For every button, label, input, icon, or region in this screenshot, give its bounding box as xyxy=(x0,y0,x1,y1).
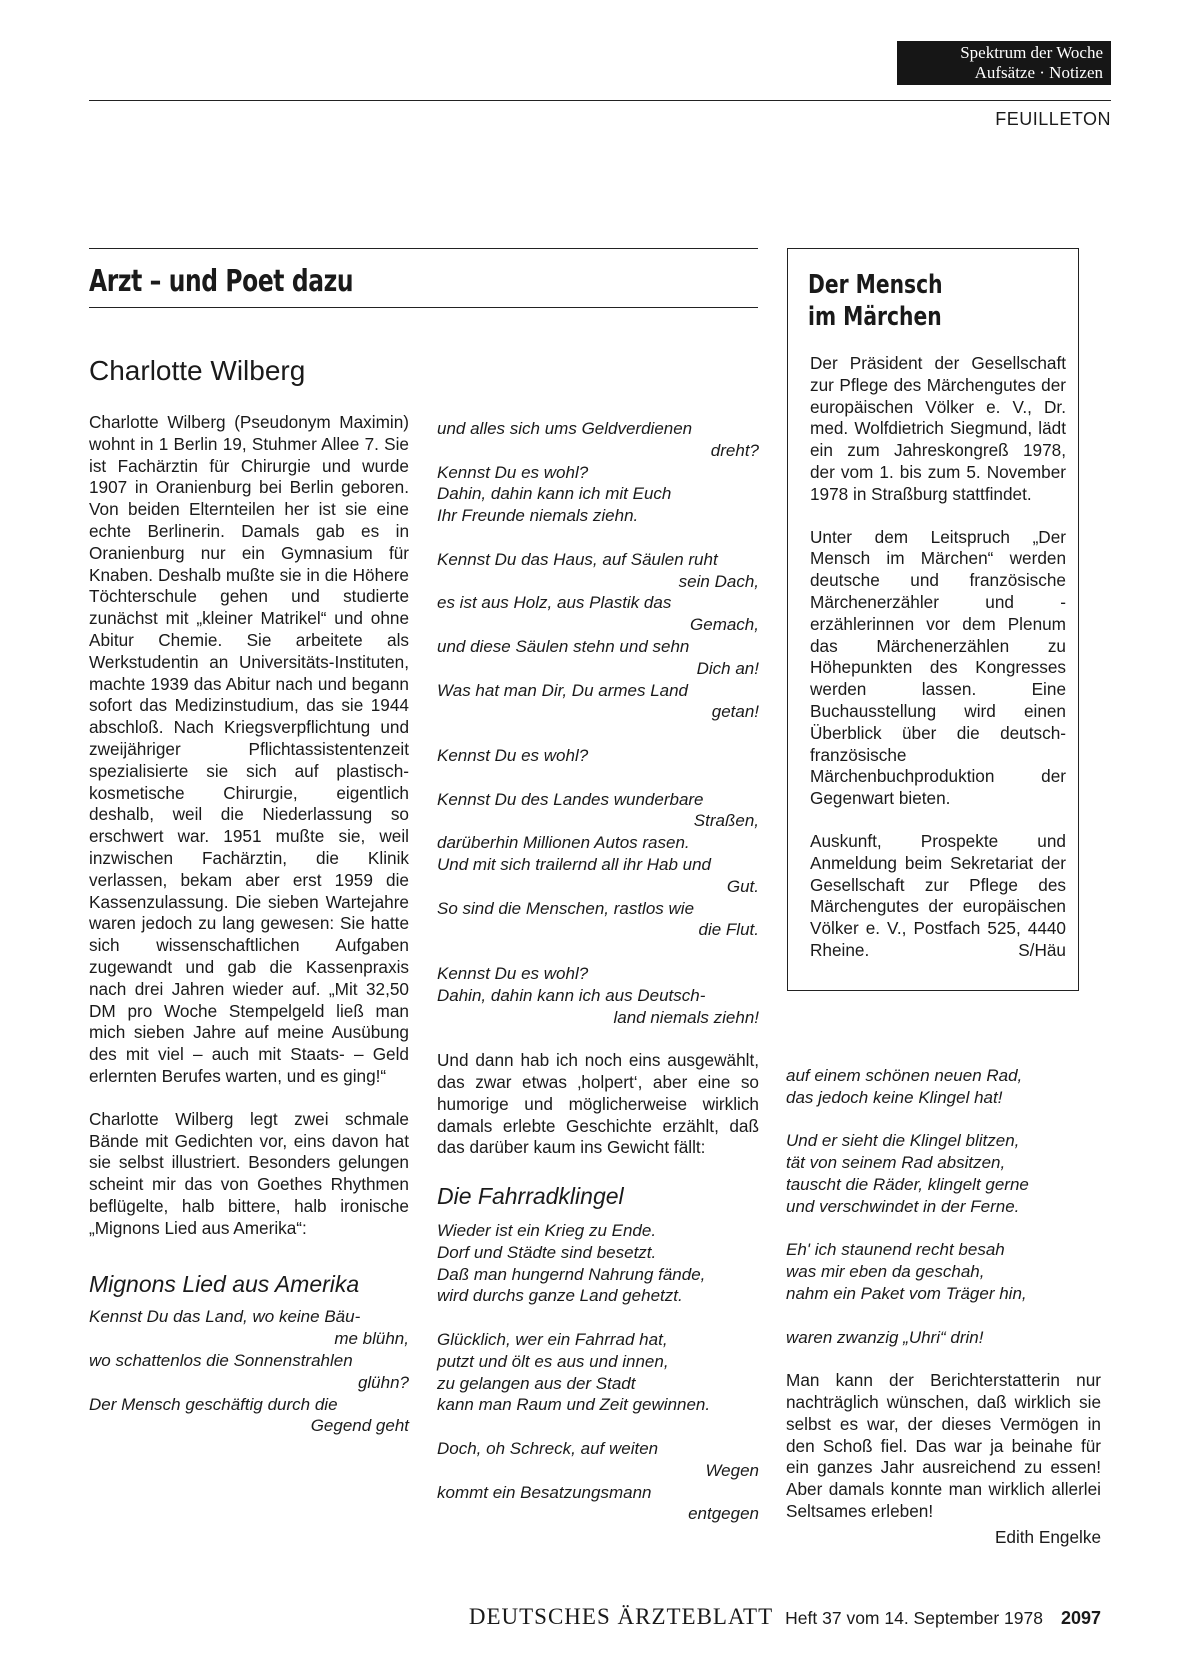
column-1 xyxy=(89,412,409,1437)
sidebox-title xyxy=(808,269,943,333)
poem-line: tät von seinem Rad absitzen, xyxy=(786,1153,1006,1173)
body-paragraph: Charlotte Wilberg (Pseudonym Maximin) wohnt in 1 Berlin 19, Stuhmer Allee 7. Sie ist Fachärztin für Chirurgie und wurde 1907 in Oranienburg bei Berlin geboren. Von beiden Elternteilen her ist sie eine echte Berlinerin. Damals gab es in Oranienburg nur ein Gymnasium für Knaben. Deshalb mußte sie in die Höhere Töchterschule gehen und studierte zunächst mit „kleiner Matrikel“ und ohne Abitur Chemie. Sie arbeitete als Werkstudentin an Universitäts-Instituten, machte 1939 das Abitur nach und begann sofort das Medizinstudium, das sie 1944 abschloß. Nach Kriegsverpflichtung und zweijähriger Pflichtassistentenzeit spezialisierte sie sich auf plastisch-kosmetische Chirurgie, eigentlich deshalb, weil die Niederlassung so erschwert war. 1951 mußte sie, weil inzwischen Fachärztin, die Klinik verlassen, bekam aber erst 1959 die Kassenzulassung. Die sieben Wartejahre waren jedoch zu lang gewesen: Sie hatte sich wissenschaftlichen Aufgaben zugewandt und gab die Kassenpraxis nach drei Jahren wieder auf. „Mit 32,50 DM pro Woche Stempelgeld ließ man mich sieben Jahre auf meine Ausübung des mit viel – auch mit Staats- – Geld erlernten Berufes warten, und es ging!“ xyxy=(89,412,409,1086)
poem-line: und diese Säulen stehn und sehn xyxy=(437,636,690,656)
poem-line: Gegend geht xyxy=(310,1416,409,1436)
page-number: 2097 xyxy=(1060,1608,1101,1628)
poem-line: Der Mensch geschäftig durch die xyxy=(89,1394,338,1414)
headline-top-rule xyxy=(89,248,758,249)
poem-continuation xyxy=(786,1065,1101,1348)
poem-line: auf einem schönen neuen Rad, xyxy=(786,1066,1023,1085)
poem-line: tauscht die Räder, klingelt gerne xyxy=(786,1174,1029,1194)
poem-line: sein Dach, xyxy=(678,571,759,591)
author-name: Charlotte Wilberg xyxy=(89,355,306,386)
section-label: FEUILLETON xyxy=(995,109,1111,129)
poem-line: Kennst Du es wohl? xyxy=(437,462,589,482)
poem-stanza xyxy=(437,1220,759,1307)
poem-line: das jedoch keine Klingel hat! xyxy=(786,1087,1003,1107)
sidebox-title-line: im Märchen xyxy=(808,302,942,332)
sidebox-paragraph xyxy=(810,831,1066,962)
poem-line: Wieder ist ein Krieg zu Ende. xyxy=(437,1221,657,1241)
body-paragraph: Und dann hab ich noch eins ausgewählt, das zwar etwas ‚holpert‘, aber eine so humorige und möglicherweise wirklich damals erlebte Geschichte erzählt, daß das darüber kaum ins Gewicht fällt: xyxy=(437,1050,759,1158)
poem-line: Ihr Freunde niemals ziehn. xyxy=(437,506,639,526)
poem-line: wird durchs ganze Land gehetzt. xyxy=(437,1286,683,1306)
sidebox xyxy=(787,248,1079,991)
poem-line: Dahin, dahin kann ich mit Euch xyxy=(437,484,672,504)
poem-line: Kennst Du das Haus, auf Säulen ruht xyxy=(437,549,718,569)
badge-line-2: Aufsätze · Notizen xyxy=(974,63,1103,82)
author-signature: Edith Engelke xyxy=(994,1526,1101,1547)
poem-line: getan! xyxy=(711,702,759,722)
badge-line-1: Spektrum der Woche xyxy=(960,43,1103,62)
poem-title: Mignons Lied aus Amerika xyxy=(89,1271,360,1298)
poem-line: was mir eben da geschah, xyxy=(786,1262,985,1282)
poem-line: Kennst Du des Landes wunderbare xyxy=(437,789,704,809)
poem-line: Straßen, xyxy=(693,811,759,831)
poem-line: darüberhin Millionen Autos rasen. xyxy=(437,833,690,853)
poem-line: Kennst Du das Land, wo keine Bäu- xyxy=(89,1307,361,1327)
poem-stanza xyxy=(786,1130,1101,1217)
sidebox-paragraph-text: Auskunft, Prospekte und Anmeldung beim Sekretariat der Gesellschaft zur Pflege des Märchengutes der europäischen Völker e. V., Postfach 525, 4440 Rheine. xyxy=(810,830,1066,960)
poem-stanza xyxy=(786,1239,1101,1304)
poem-stanza xyxy=(786,1065,1101,1109)
column-3 xyxy=(786,1065,1101,1548)
poem-line: die Flut. xyxy=(698,920,759,940)
poem-line: Und mit sich trailernd all ihr Hab und xyxy=(437,854,712,874)
poem-stanza xyxy=(437,963,759,1028)
poem-line: Daß man hungernd Nahrung fände, xyxy=(437,1264,706,1284)
poem-title: Die Fahrradklingel xyxy=(437,1183,624,1210)
poem-line: dreht? xyxy=(710,440,759,460)
poem-line: Dahin, dahin kann ich aus Deutsch- xyxy=(437,985,706,1005)
poem-body xyxy=(437,1220,759,1525)
poem-line: putzt und ölt es aus und innen, xyxy=(437,1351,669,1371)
poem-continuation xyxy=(437,418,759,1028)
headline-bottom-rule xyxy=(89,307,758,308)
poem-line: kommt ein Besatzungsmann xyxy=(437,1482,652,1502)
poem-line: es ist aus Holz, aus Plastik das xyxy=(437,593,672,613)
poem-stanza xyxy=(437,789,759,942)
poem-line: Und er sieht die Klingel blitzen, xyxy=(786,1131,1020,1151)
poem-line: Kennst Du es wohl? xyxy=(437,745,589,765)
issue-info: Heft 37 vom 14. September 1978 xyxy=(785,1608,1043,1628)
poem-line: zu gelangen aus der Stadt xyxy=(437,1373,636,1393)
sidebox-paragraph: Unter dem Leitspruch „Der Mensch im Märchen“ werden deutsche und französische Märchenerzähler und -erzählerinnen vor dem Plenum das Märchenerzählen zu Höhepunkten des Kongresses werden lassen. Eine Buchausstellung wird einen Überblick über die deutsch-französische Märchenbuchproduktion der Gegenwart bieten. xyxy=(810,526,1066,809)
poem-line: glühn? xyxy=(357,1372,409,1392)
sidebox-signature: S/Häu xyxy=(1018,939,1066,960)
poem-line: waren zwanzig „Uhri“ drin! xyxy=(786,1327,984,1347)
header-rule xyxy=(89,100,1111,101)
poem-line: So sind die Menschen, rastlos wie xyxy=(437,898,695,918)
sidebox-paragraph: Der Präsident der Gesellschaft zur Pflege des Märchengutes der europäischen Völker e. V., Dr. med. Wolfdietrich Siegmund, lädt ein zum Jahreskongreß 1978, der vom 1. bis zum 5. November 1978 in Straßburg stattfindet. xyxy=(810,353,1066,504)
poem-line: wo schattenlos die Sonnenstrahlen xyxy=(89,1351,353,1371)
poem-line: Kennst Du es wohl? xyxy=(437,963,589,983)
poem-stanza xyxy=(437,418,759,527)
poem-line: me blühn, xyxy=(334,1329,409,1349)
poem-line: Gut. xyxy=(726,876,759,896)
poem-line: Wegen xyxy=(705,1460,759,1480)
poem-line: entgegen xyxy=(688,1504,759,1524)
headline: Arzt – und Poet dazu xyxy=(89,264,354,299)
journal-name: DEUTSCHES ÄRZTEBLATT xyxy=(468,1604,774,1629)
poem-line: land niemals ziehn! xyxy=(613,1007,759,1027)
poem-stanza xyxy=(437,1329,759,1416)
sidebox-title-line: Der Mensch xyxy=(808,270,943,300)
poem-line: Glücklich, wer ein Fahrrad hat, xyxy=(437,1330,668,1350)
poem-line: Dorf und Städte sind besetzt. xyxy=(437,1242,657,1262)
section-badge xyxy=(897,41,1111,85)
poem-line: Eh' ich staunend recht besah xyxy=(786,1240,1005,1260)
body-paragraph: Man kann der Berichterstatterin nur nachträglich wünschen, daß wirklich sie selbst es war, der dieses Vermögen in den Schoß fiel. Das war ja beinahe für ein ganzes Jahr ausreichend zu essen! Aber damals konnte man wirklich allerlei Seltsames erleben! xyxy=(786,1370,1101,1521)
poem-line: Was hat man Dir, Du armes Land xyxy=(437,680,689,700)
poem-stanza xyxy=(89,1306,409,1437)
footer xyxy=(411,1604,1101,1630)
poem-line: kann man Raum und Zeit gewinnen. xyxy=(437,1395,711,1415)
poem-line: Doch, oh Schreck, auf weiten xyxy=(437,1439,659,1459)
poem-line: Dich an! xyxy=(696,658,759,678)
body-paragraph: Charlotte Wilberg legt zwei schmale Bände mit Gedichten vor, eins davon hat sie selbst illustriert. Besonders gelungen scheint mir das von Goethes Rhythmen beflügelte, halb bittere, halb ironische „Mignons Lied aus Amerika“: xyxy=(89,1108,409,1238)
poem-stanza xyxy=(437,549,759,723)
poem-stanza xyxy=(437,1438,759,1525)
poem-line: Gemach, xyxy=(690,615,759,635)
poem-line: nahm ein Paket vom Träger hin, xyxy=(786,1283,1027,1303)
poem-line: und alles sich ums Geldverdienen xyxy=(437,419,693,438)
column-2 xyxy=(437,418,759,1525)
sidebox-body xyxy=(810,353,1066,962)
poem-line: und verschwindet in der Ferne. xyxy=(786,1196,1020,1216)
